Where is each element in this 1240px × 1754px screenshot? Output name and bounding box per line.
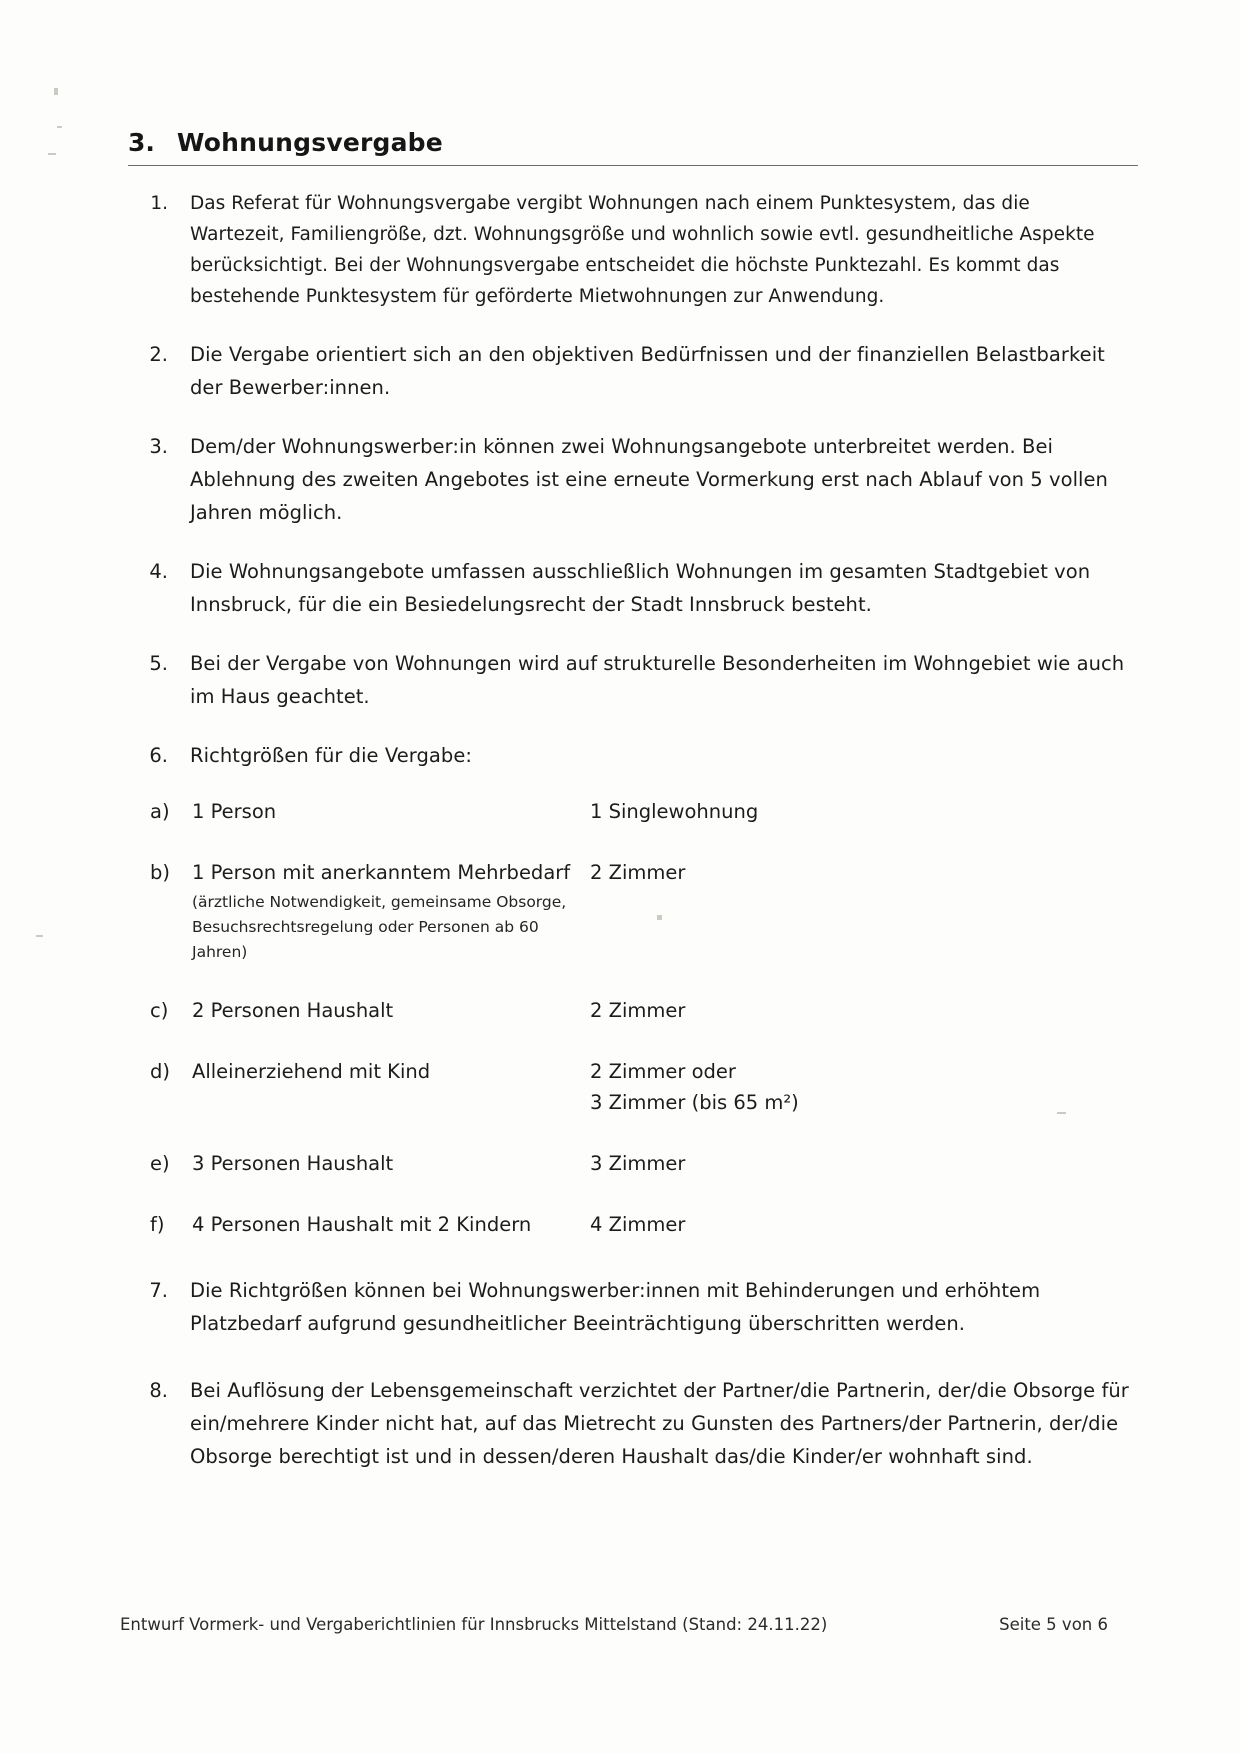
list-item-label [192,1056,590,1087]
list-item-value-text: 2 Zimmer [590,999,686,1022]
document-content [120,128,1130,1473]
list-item-value [590,1148,1130,1179]
list-item-text: Bei der Vergabe von Wohnungen wird auf strukturelle Besonderheiten im Wohngebiet wie auch im Haus geachtet. [190,652,1125,708]
list-item-label-text: 3 Personen Haushalt [192,1152,394,1175]
list-item-text: Bei Auflösung der Lebensgemeinschaft verzichtet der Partner/die Partnerin, der/die Obsorge für ein/mehrere Kinder nicht hat, auf das Mietrecht zu Gunsten des Partners/der Partnerin, der/die Obsorge berechtigt ist und in dessen/deren Haushalt das/die Kinder/er wohnhaft sind. [190,1379,1129,1468]
list-item-value [590,796,1130,827]
list-item-label [192,995,590,1026]
richtgroessen-list [150,796,1130,1240]
numbered-list-tail [120,1274,1130,1473]
list-item [120,338,1130,404]
list-item-label [192,857,590,965]
list-item-text: Die Richtgrößen können bei Wohnungswerber:innen mit Behinderungen und erhöhtem Platzbedarf aufgrund gesundheitlicher Beeinträchtigung überschritten werden. [190,1279,1041,1335]
list-item-label-text: 1 Person mit anerkanntem Mehrbedarf [192,861,571,884]
list-item-text: Die Wohnungsangebote umfassen ausschließlich Wohnungen im gesamten Stadtgebiet von Innsbruck, für die ein Besiedelungsrecht der Stadt Innsbruck besteht. [190,560,1091,616]
list-item [120,647,1130,713]
list-item-value [590,1209,1130,1240]
list-item-label [192,1209,590,1240]
scan-speck-upper [57,126,62,128]
list-item-value-text: 3 Zimmer [590,1152,686,1175]
list-item-number: 6. [149,744,168,767]
list-item-text: Die Vergabe orientiert sich an den objektiven Bedürfnissen und der finanziellen Belastbarkeit der Bewerber:innen. [190,343,1105,399]
list-item-text: Richtgrößen für die Vergabe: [190,744,473,767]
list-item-label-text: 1 Person [192,800,277,823]
list-item [150,796,1130,827]
list-item [120,555,1130,621]
page-title [128,128,1138,166]
list-item-letter: b) [150,861,170,884]
list-item [150,995,1130,1026]
scan-speck-top [54,88,58,95]
list-item-text: Dem/der Wohnungswerber:in können zwei Wohnungsangebote unterbreitet werden. Bei Ablehnung des zweiten Angebotes ist eine erneute Vormerkung erst nach Ablauf von 5 vollen Jahren möglich. [190,435,1108,524]
list-item-number: 5. [149,652,168,675]
page-footer [120,1615,1130,1634]
list-item-value-text: 1 Singlewohnung [590,800,759,823]
list-item-letter: c) [150,999,169,1022]
list-item [120,1374,1130,1473]
list-item-letter: f) [150,1213,165,1236]
list-item-label-text: Alleinerziehend mit Kind [192,1060,431,1083]
list-item-label [192,1148,590,1179]
list-item-letter: d) [150,1060,170,1083]
numbered-list-main [120,188,1130,772]
section-title: Wohnungsvergabe [176,128,443,157]
list-item-value-text: 4 Zimmer [590,1213,686,1236]
list-item-note: (ärztliche Notwendigkeit, gemeinsame Obsorge, Besuchsrechtsregelung oder Personen ab 60 Jahren) [192,893,567,961]
list-item [120,430,1130,529]
list-item-value [590,995,1130,1026]
list-item [120,188,1130,312]
list-item-number: 7. [149,1279,168,1302]
list-item-label-text: 2 Personen Haushalt [192,999,394,1022]
list-item [120,739,1130,772]
section-number: 3. [128,128,155,157]
scan-speck-left [36,935,43,937]
list-item-label-text: 4 Personen Haushalt mit 2 Kindern [192,1213,532,1236]
list-item-label [192,796,590,827]
list-item-number: 3. [149,435,168,458]
list-item-number: 1. [150,193,168,214]
list-item-text: Das Referat für Wohnungsvergabe vergibt Wohnungen nach einem Punktesystem, das die Wartezeit, Familiengröße, dzt. Wohnungsgröße und wohnlich sowie evtl. gesundheitliche Aspekte berücksichtigt. Bei der Wohnungsvergabe entscheidet die höchste Punktezahl. Es kommt das bestehende Punktesystem für geförderte Mietwohnungen zur Anwendung. [190,193,1095,307]
list-item-value-text: 2 Zimmer oder [590,1060,736,1083]
list-item-number: 4. [149,560,168,583]
list-item-number: 8. [149,1379,168,1402]
list-item-letter: a) [150,800,170,823]
list-item [150,857,1130,965]
list-item [120,1274,1130,1340]
list-item-value [590,1056,1130,1118]
scan-speck-mid-left [48,153,56,155]
footer-document-title: Entwurf Vormerk- und Vergaberichtlinien für Innsbrucks Mittelstand (Stand: 24.11.22) [120,1615,828,1634]
list-item-value-text: 2 Zimmer [590,861,686,884]
list-item-value [590,857,1130,888]
list-item-letter: e) [150,1152,170,1175]
list-item [150,1209,1130,1240]
list-item-value-text-second: 3 Zimmer (bis 65 m²) [590,1091,799,1114]
list-item-number: 2. [149,343,168,366]
list-item [150,1056,1130,1118]
footer-page-number: Seite 5 von 6 [999,1615,1108,1634]
list-item [150,1148,1130,1179]
